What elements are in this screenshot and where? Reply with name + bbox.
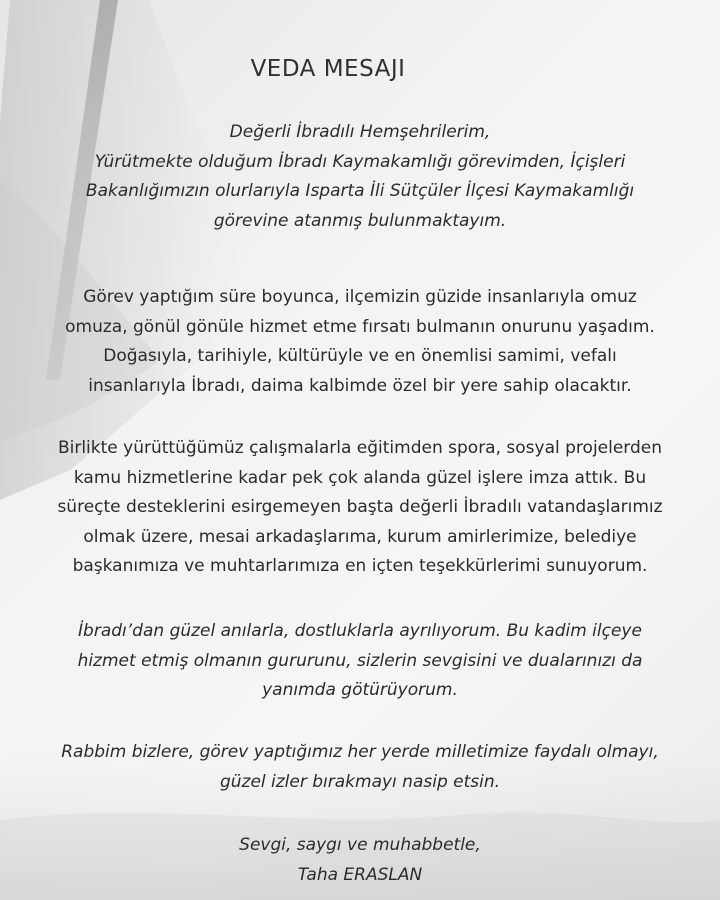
text-line: olmak üzere, mesai arkadaşlarıma, kurum amirlerimize, belediye	[83, 526, 637, 547]
text-line: Görev yaptığım süre boyunca, ilçemizin güzide insanlarıyla omuz	[83, 287, 637, 307]
text-line: güzel izler bırakmayı nasip etsin.	[219, 771, 501, 792]
text-line: Rabbim bizlere, görev yaptığımız her yerde milletimize faydalı olmayı,	[61, 742, 659, 762]
paragraph-service	[20, 283, 700, 401]
text-line: Bakanlığımızın olurlarıyla Isparta İli Sütçüler İlçesi Kaymakamlığı	[85, 181, 635, 201]
text-line: Değerli İbradılı Hemşehrilerim,	[229, 122, 491, 142]
text-line: omuza, gönül gönüle hizmet etme fırsatı bulmanın onurunu yaşadım.	[65, 316, 655, 337]
paragraph-farewell	[20, 617, 700, 706]
paragraph-thanks	[20, 434, 700, 582]
text-line: insanlarıyla İbradı, daima kalbimde özel bir yere sahip olacaktır.	[88, 375, 632, 396]
text-line: süreçte desteklerini esirgemeyen başta değerli İbradılı vatandaşlarımız	[57, 497, 663, 517]
paragraph-prayer	[20, 738, 700, 797]
paragraph-greeting	[20, 118, 700, 236]
text-line: İbradı’dan güzel anılarla, dostluklarla ayrılıyorum. Bu kadim ilçeye	[78, 621, 642, 641]
closing-line: Sevgi, saygı ve muhabbetle,	[239, 835, 481, 855]
text-line: kamu hizmetlerine kadar pek çok alanda güzel işlere imza attık. Bu	[73, 467, 647, 488]
text-line: Doğasıyla, tarihiyle, kültürüyle ve en önemlisi samimi, vefalı	[103, 346, 617, 366]
message-title: VEDA MESAJI	[250, 56, 406, 82]
text-line: Yürütmekte olduğum İbradı Kaymakamlığı görevimden, İçişleri	[94, 151, 626, 172]
signer-name: Taha ERASLAN	[297, 864, 423, 885]
text-line: Birlikte yürüttüğümüz çalışmalarla eğitimden spora, sosyal projelerden	[57, 438, 663, 458]
text-line: başkanımıza ve muhtarlarımıza en içten teşekkürlerimi sunuyorum.	[72, 556, 648, 576]
text-line: görevine atanmış bulunmaktayım.	[213, 210, 507, 231]
text-line: hizmet etmiş olmanın gururunu, sizlerin sevgisini ve dualarınızı da	[77, 650, 643, 671]
text-line: yanımda götürüyorum.	[262, 680, 458, 700]
signature-block	[20, 831, 700, 890]
